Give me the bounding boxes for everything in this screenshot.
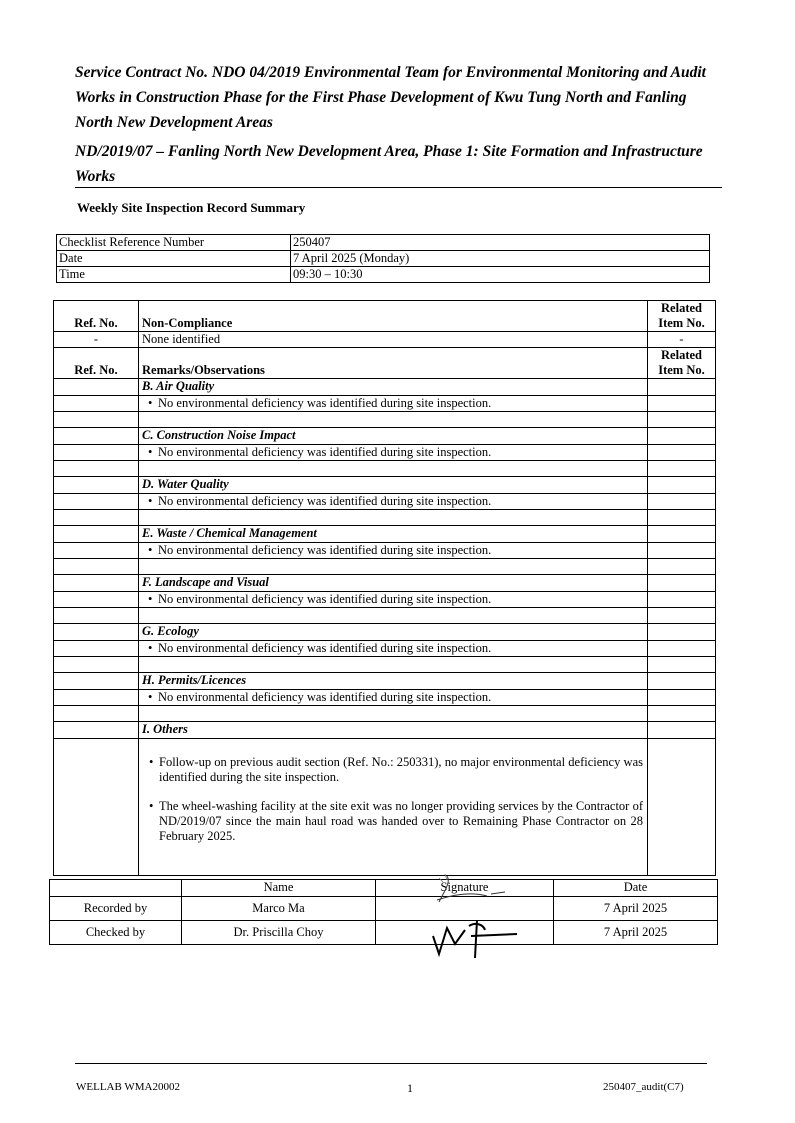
section-observation-row <box>54 543 716 559</box>
section-title: H. Permits/Licences <box>139 673 648 690</box>
ref-cell <box>54 494 139 510</box>
item-cell <box>648 526 716 543</box>
observation-text: • No environmental deficiency was identified during site inspection. <box>142 396 644 411</box>
section-observation <box>139 641 648 657</box>
spacer-cell <box>139 461 648 477</box>
col-ref-no: Ref. No. <box>54 301 139 332</box>
others-item: • Follow-up on previous audit section (Ref. No.: 250331), no major environmental deficiency was identified during the site inspection. <box>143 755 643 785</box>
signoff-name: Marco Ma <box>182 897 376 921</box>
section-spacer-row <box>54 461 716 477</box>
ref-cell <box>54 396 139 412</box>
section-title: I. Others <box>139 722 648 739</box>
noncompliance-header-row <box>54 301 716 332</box>
item-cell <box>648 624 716 641</box>
section-observation <box>139 396 648 412</box>
signoff-row-checked <box>50 921 718 945</box>
section-spacer-row <box>54 706 716 722</box>
section-title-row <box>54 575 716 592</box>
footer-right: 250407_audit(C7) <box>603 1081 684 1093</box>
col-ref-no: Ref. No. <box>54 348 139 379</box>
project-subtitle: ND/2019/07 – Fanling North New Development Area, Phase 1: Site Formation and Infrastructure Works <box>75 143 703 185</box>
ref-cell <box>54 739 139 876</box>
ref-cell <box>54 379 139 396</box>
section-spacer-row <box>54 412 716 428</box>
item-cell <box>648 494 716 510</box>
item-cell <box>648 575 716 592</box>
item-cell <box>648 722 716 739</box>
item-cell <box>648 396 716 412</box>
spacer-cell <box>139 412 648 428</box>
footer-left: WELLAB WMA20002 <box>76 1081 180 1093</box>
ref-cell <box>54 624 139 641</box>
ref-cell <box>54 722 139 739</box>
col-name: Name <box>182 880 376 897</box>
header-rule <box>75 187 722 188</box>
ref-cell <box>54 445 139 461</box>
ref-cell <box>54 690 139 706</box>
section-title: F. Landscape and Visual <box>139 575 648 592</box>
signoff-role: Checked by <box>50 921 182 945</box>
item-cell <box>648 608 716 624</box>
ref-cell <box>54 412 139 428</box>
ref-cell <box>54 461 139 477</box>
observation-text: • No environmental deficiency was identified during site inspection. <box>142 690 644 705</box>
section-observation-row <box>54 396 716 412</box>
footer-rule <box>75 1063 707 1064</box>
item-cell <box>648 510 716 526</box>
contract-title: Service Contract No. NDO 04/2019 Environmental Team for Environmental Monitoring and Audit Works in Construction Phase for the First Phase Development of Kwu Tung North and Fanling North New Development Areas <box>75 64 706 131</box>
info-label: Date <box>57 251 291 267</box>
observations-table <box>53 300 716 876</box>
ref-cell <box>54 559 139 575</box>
section-title: E. Waste / Chemical Management <box>139 526 648 543</box>
section-observation-row <box>54 641 716 657</box>
remarks-sections <box>54 379 716 722</box>
section-title-row <box>54 379 716 396</box>
ref-cell <box>54 592 139 608</box>
item-cell <box>648 592 716 608</box>
item-cell <box>648 657 716 673</box>
section-title: B. Air Quality <box>139 379 648 396</box>
section-title-row <box>54 477 716 494</box>
item-cell <box>648 461 716 477</box>
ref-cell <box>54 526 139 543</box>
signoff-row-recorded <box>50 897 718 921</box>
item-cell <box>648 412 716 428</box>
col-date: Date <box>554 880 718 897</box>
others-item: • The wheel-washing facility at the site exit was no longer providing services by the Contractor of ND/2019/07 since the main haul road was handed over to Remaining Phase Contractor on 28 February 2025. <box>143 799 643 844</box>
section-title: G. Ecology <box>139 624 648 641</box>
item-cell <box>648 445 716 461</box>
item-cell <box>648 559 716 575</box>
ref-cell <box>54 575 139 592</box>
spacer-cell <box>139 657 648 673</box>
signoff-table <box>49 879 718 945</box>
section-spacer-row <box>54 559 716 575</box>
item-cell <box>648 690 716 706</box>
col-signature: Signature <box>376 880 554 897</box>
ref-cell <box>54 428 139 445</box>
col-noncompliance: Non-Compliance <box>139 301 648 332</box>
info-value: 250407 <box>291 235 710 251</box>
section-observation-row <box>54 592 716 608</box>
item-cell <box>648 641 716 657</box>
section-observation-row <box>54 690 716 706</box>
section-title-row <box>54 428 716 445</box>
item-cell <box>648 428 716 445</box>
info-value: 09:30 – 10:30 <box>291 267 710 283</box>
observation-text: • No environmental deficiency was identified during site inspection. <box>142 592 644 607</box>
observation-text: • No environmental deficiency was identified during site inspection. <box>142 543 644 558</box>
section-observation-row <box>54 445 716 461</box>
spacer-cell <box>139 608 648 624</box>
item-cell <box>648 543 716 559</box>
section-observation <box>139 494 648 510</box>
page-number: 1 <box>407 1081 413 1095</box>
signoff-role: Recorded by <box>50 897 182 921</box>
section-observation <box>139 445 648 461</box>
observation-text: • No environmental deficiency was identified during site inspection. <box>142 641 644 656</box>
ref-cell <box>54 510 139 526</box>
checked-signature-image <box>425 914 525 964</box>
noncompliance-ref: - <box>54 332 139 348</box>
item-cell <box>648 673 716 690</box>
section-observation <box>139 690 648 706</box>
col-related-item: Related Item No. <box>648 348 716 379</box>
info-row-reference <box>57 235 710 251</box>
item-cell <box>648 379 716 396</box>
ref-cell <box>54 543 139 559</box>
signoff-date: 7 April 2025 <box>554 921 718 945</box>
summary-title: Weekly Site Inspection Record Summary <box>77 200 306 215</box>
section-observation <box>139 592 648 608</box>
spacer-cell <box>139 706 648 722</box>
section-title-row <box>54 526 716 543</box>
info-label: Time <box>57 267 291 283</box>
signoff-name: Dr. Priscilla Choy <box>182 921 376 945</box>
others-body-row <box>54 739 716 876</box>
section-title: D. Water Quality <box>139 477 648 494</box>
inspection-info-table <box>56 234 710 283</box>
noncompliance-item: - <box>648 332 716 348</box>
others-title-row <box>54 722 716 739</box>
role-header-cell <box>50 880 182 897</box>
info-row-date <box>57 251 710 267</box>
item-cell <box>648 706 716 722</box>
section-spacer-row <box>54 510 716 526</box>
observation-text: • No environmental deficiency was identified during site inspection. <box>142 494 644 509</box>
noncompliance-desc: None identified <box>139 332 648 348</box>
section-spacer-row <box>54 608 716 624</box>
item-cell <box>648 477 716 494</box>
info-value: 7 April 2025 (Monday) <box>291 251 710 267</box>
spacer-cell <box>139 559 648 575</box>
signoff-date: 7 April 2025 <box>554 897 718 921</box>
ref-cell <box>54 673 139 690</box>
ref-cell <box>54 706 139 722</box>
others-content <box>139 739 648 876</box>
section-title-row <box>54 673 716 690</box>
recorded-signature-image <box>425 872 515 912</box>
section-title-row <box>54 624 716 641</box>
col-remarks: Remarks/Observations <box>139 348 648 379</box>
info-row-time <box>57 267 710 283</box>
noncompliance-row <box>54 332 716 348</box>
col-related-item: Related Item No. <box>648 301 716 332</box>
section-observation-row <box>54 494 716 510</box>
remarks-header-row <box>54 348 716 379</box>
info-label: Checklist Reference Number <box>57 235 291 251</box>
ref-cell <box>54 477 139 494</box>
spacer-cell <box>139 510 648 526</box>
ref-cell <box>54 608 139 624</box>
section-observation <box>139 543 648 559</box>
section-title: C. Construction Noise Impact <box>139 428 648 445</box>
observation-text: • No environmental deficiency was identified during site inspection. <box>142 445 644 460</box>
section-spacer-row <box>54 657 716 673</box>
ref-cell <box>54 657 139 673</box>
item-cell <box>648 739 716 876</box>
ref-cell <box>54 641 139 657</box>
signoff-header-row <box>50 880 718 897</box>
